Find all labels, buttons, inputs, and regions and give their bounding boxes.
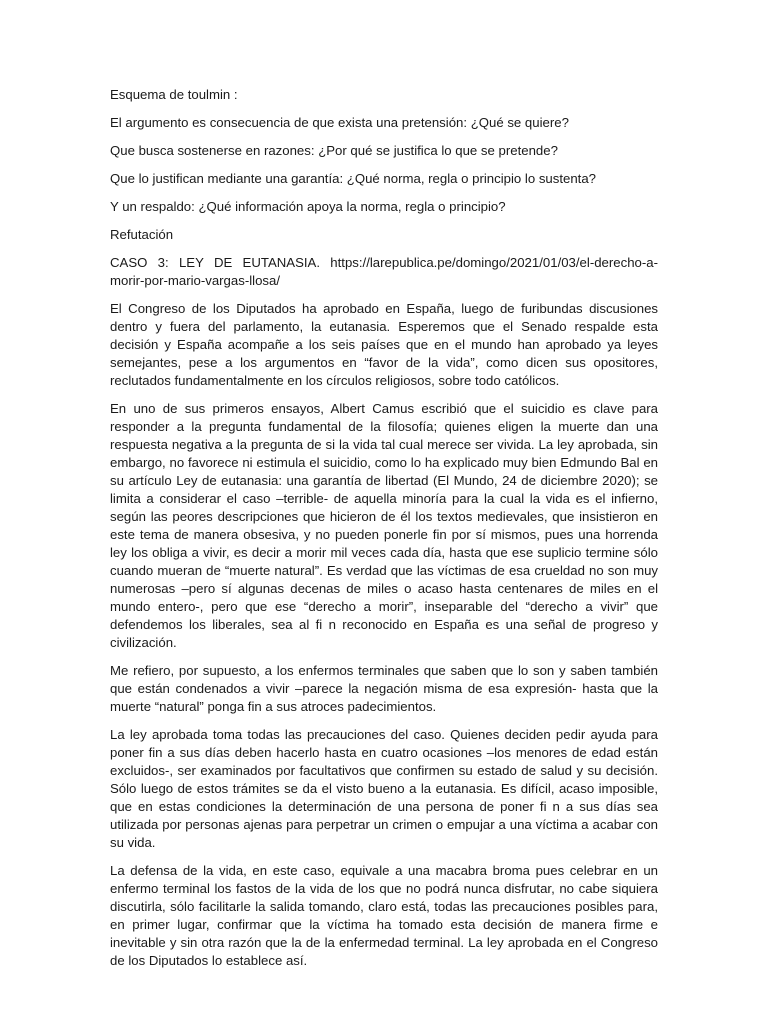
paragraph-3: Me refiero, por supuesto, a los enfermos terminales que saben que lo son y saben también que están condenados a vivir –parece la negación misma de esa expresión- hasta que la muerte “natural” ponga fin a sus atroces padecimientos. [110,663,658,714]
schema-line-grounds: Que busca sostenerse en razones: ¿Por qué se justifica lo que se pretende? [110,143,558,158]
document-heading: Esquema de toulmin : [110,87,238,102]
paragraph-2: En uno de sus primeros ensayos, Albert Camus escribió que el suicidio es clave para responder a la pregunta fundamental de la filosofía; quienes eligen la muerte dan una respuesta negativa a la pregunta de si la vida tal cual merece ser vivida. La ley aprobada, sin embargo, no favorece ni estimula el suicidio, como lo ha explicado muy bien Edmundo Bal en su artículo Ley de eutanasia: una garantía de libertad (El Mundo, 24 de diciembre 2020); se limita a considerar el caso –terrible- de aquella minoría para la cual la vida es el infierno, según las peores descripciones que hicieron de él los textos medievales, que insistieron en este tema de manera obsesiva, y no pueden ponerle fin por sí mismos, pues una horrenda ley los obliga a vivir, es decir a morir mil veces cada día, hasta que ese suplicio termine sólo cuando mueran de “muerte natural”. Es verdad que las víctimas de esa crueldad no son muy numerosas –pero sí algunas decenas de miles o acaso hasta centenares de miles en el mundo entero-, pero que ese “derecho a morir”, inseparable del “derecho a vivir” que defendemos los liberales, sea al fi n reconocido en España es una señal de progreso y civilización. [110,401,658,650]
schema-line-claim: El argumento es consecuencia de que exista una pretensión: ¿Qué se quiere? [110,115,569,130]
paragraph-4: La ley aprobada toma todas las precauciones del caso. Quienes deciden pedir ayuda para poner fin a sus días deben hacerlo hasta en cuatro ocasiones –los menores de edad están excluidos-, ser examinados por facultativos que confirmen su estado de salud y su decisión. Sólo luego de estos trámites se da el visto bueno a la eutanasia. Es difícil, acaso imposible, que en estas condiciones la determinación de una persona de poner fi n a sus días sea utilizada por personas ajenas para perpetrar un crimen o empujar a una víctima a acabar con su vida. [110,727,658,850]
paragraph-1: El Congreso de los Diputados ha aprobado en España, luego de furibundas discusiones dentro y fuera del parlamento, la eutanasia. Esperemos que el Senado respalde esta decisión y España acompañe a los seis países que en el mundo han aprobado ya leyes semejantes, pese a los argumentos en “favor de la vida”, como dicen sus opositores, reclutados fundamentalmente en los círculos religiosos, sobre todo católicos. [110,301,658,388]
schema-line-warrant: Que lo justifican mediante una garantía: ¿Qué norma, regla o principio lo sustenta? [110,171,597,186]
refutacion-label: Refutación [110,227,174,242]
case-title-line: CASO 3: LEY DE EUTANASIA. https://larepublica.pe/domingo/2021/01/03/el-derecho-a-morir-por-mario-vargas-llosa/ [110,255,658,288]
paragraph-5: La defensa de la vida, en este caso, equivale a una macabra broma pues celebrar en un enfermo terminal los fastos de la vida de los que no podrá nunca disfrutar, no cabe siquiera discutirla, sólo facilitarle la salida tomando, claro está, todas las precauciones posibles para, en primer lugar, confirmar que la víctima ha tomado esta decisión de manera firme e inevitable y sin otra razón que la de la enfermedad terminal. La ley aprobada en el Congreso de los Diputados lo establece así. [110,863,658,968]
schema-line-backing: Y un respaldo: ¿Qué información apoya la norma, regla o principio? [110,199,506,214]
document-page [110,86,658,980]
